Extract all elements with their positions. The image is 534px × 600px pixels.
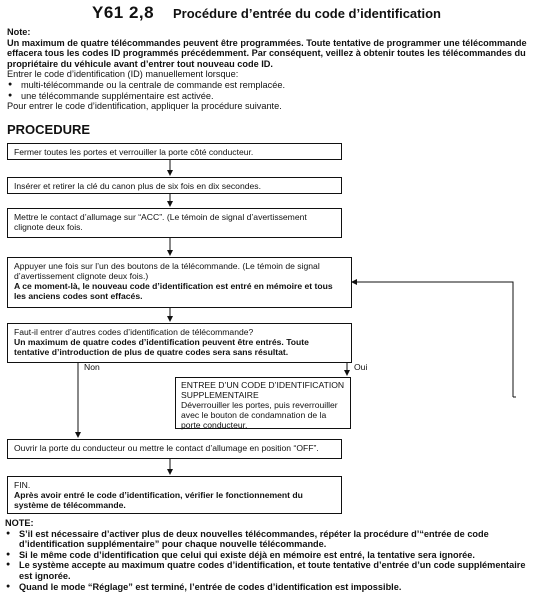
step-3-box bbox=[7, 208, 342, 238]
bottom-note-item-2: ● Si le même code d’identification que celui qui existe déjà en mémoire est entré, la tentative sera ignorée. bbox=[5, 550, 530, 561]
step-2-text: Insérer et retirer la clé du canon plus de six fois en dix secondes. bbox=[14, 181, 261, 191]
branch-no-label: Non bbox=[84, 362, 100, 372]
bottom-note-item-3: ● Le système accepte au maximum quatre codes d’identification, et toute tentative d’entrée d’un code supplémentaire est ignorée. bbox=[5, 560, 530, 581]
step-4-bold-text: A ce moment-là, le nouveau code d’identification est entré en mémoire et tous les anciens codes sont effacés. bbox=[14, 281, 333, 301]
step-6-box bbox=[7, 439, 342, 459]
step-1-box bbox=[7, 143, 342, 160]
step-5-box bbox=[7, 323, 352, 363]
step-5-text: Faut-il entrer d’autres codes d’identification de télécommande? bbox=[14, 327, 254, 337]
step-2-box bbox=[7, 177, 342, 194]
end-box bbox=[7, 476, 342, 514]
bottom-note-list bbox=[5, 529, 530, 593]
branch-yes-label: Oui bbox=[354, 362, 368, 372]
model-label: Y61 2,8 bbox=[92, 3, 155, 22]
extra-code-text: Déverrouiller les portes, puis reverrouiller avec le bouton de condamnation de la porte conducteur. bbox=[181, 400, 338, 430]
step-4-text: Appuyer une fois sur l’un des boutons de la télécommande. (Le témoin de signal d’avertissement clignote deux fois.) bbox=[14, 261, 320, 281]
step-1-text: Fermer toutes les portes et verrouiller la porte côté conducteur. bbox=[14, 147, 254, 157]
step-6-text: Ouvrir la porte du conducteur ou mettre le contact d’allumage en position “OFF”. bbox=[14, 443, 319, 453]
bottom-note bbox=[5, 518, 530, 592]
bottom-note-item-1: ● S’il est nécessaire d’activer plus de deux nouvelles télécommandes, répéter la procédure d’“entrée de code d’identification supplémentaire” pour chaque nouvelle télécommande. bbox=[5, 529, 530, 550]
note-bullet-2: ● une télécommande supplémentaire est activée. bbox=[7, 91, 529, 102]
step-5-bold-text: Un maximum de quatre codes d’identification peuvent être entrés. Toute tentative d’introduction de plus de quatre codes sera sans résultat. bbox=[14, 337, 309, 357]
note-label: Note: bbox=[7, 27, 31, 37]
note-bold-text: Un maximum de quatre télécommandes peuvent être programmées. Toute tentative de programmer une télécommande effacera tous les codes ID programmés précédemment. Par conséquent, veillez à obtenir toutes les télécommandes du propriétaire du véhicule avant d’entrer tout nouveau code ID. bbox=[7, 37, 527, 69]
note-bullet-1: ● multi-télécommande ou la centrale de commande est remplacée. bbox=[7, 80, 529, 91]
bottom-note-item-4: ● Quand le mode “Réglage” est terminé, l’entrée de codes d’identification est impossible. bbox=[5, 582, 530, 593]
page-title: Procédure d’entrée du code d’identification bbox=[173, 6, 441, 21]
extra-code-box bbox=[175, 377, 351, 429]
end-bold-text: Après avoir entré le code d’identification, vérifier le fonctionnement du système de télécommande. bbox=[14, 490, 303, 510]
step-3-text: Mettre le contact d’allumage sur “ACC”. (Le témoin de signal d’avertissement clignote deux fois. bbox=[14, 212, 307, 232]
end-label: FIN. bbox=[14, 480, 31, 490]
extra-code-title: ENTREE D’UN CODE D’IDENTIFICATION SUPPLEMENTAIRE bbox=[181, 380, 345, 400]
step-4-box bbox=[7, 257, 352, 308]
note-line-2: Pour entrer le code d’identification, appliquer la procédure suivante. bbox=[7, 101, 282, 112]
procedure-heading: PROCEDURE bbox=[7, 122, 91, 137]
note-line-1: Entrer le code d’identification (ID) manuellement lorsque: bbox=[7, 69, 239, 80]
bottom-note-label: NOTE: bbox=[5, 518, 34, 528]
